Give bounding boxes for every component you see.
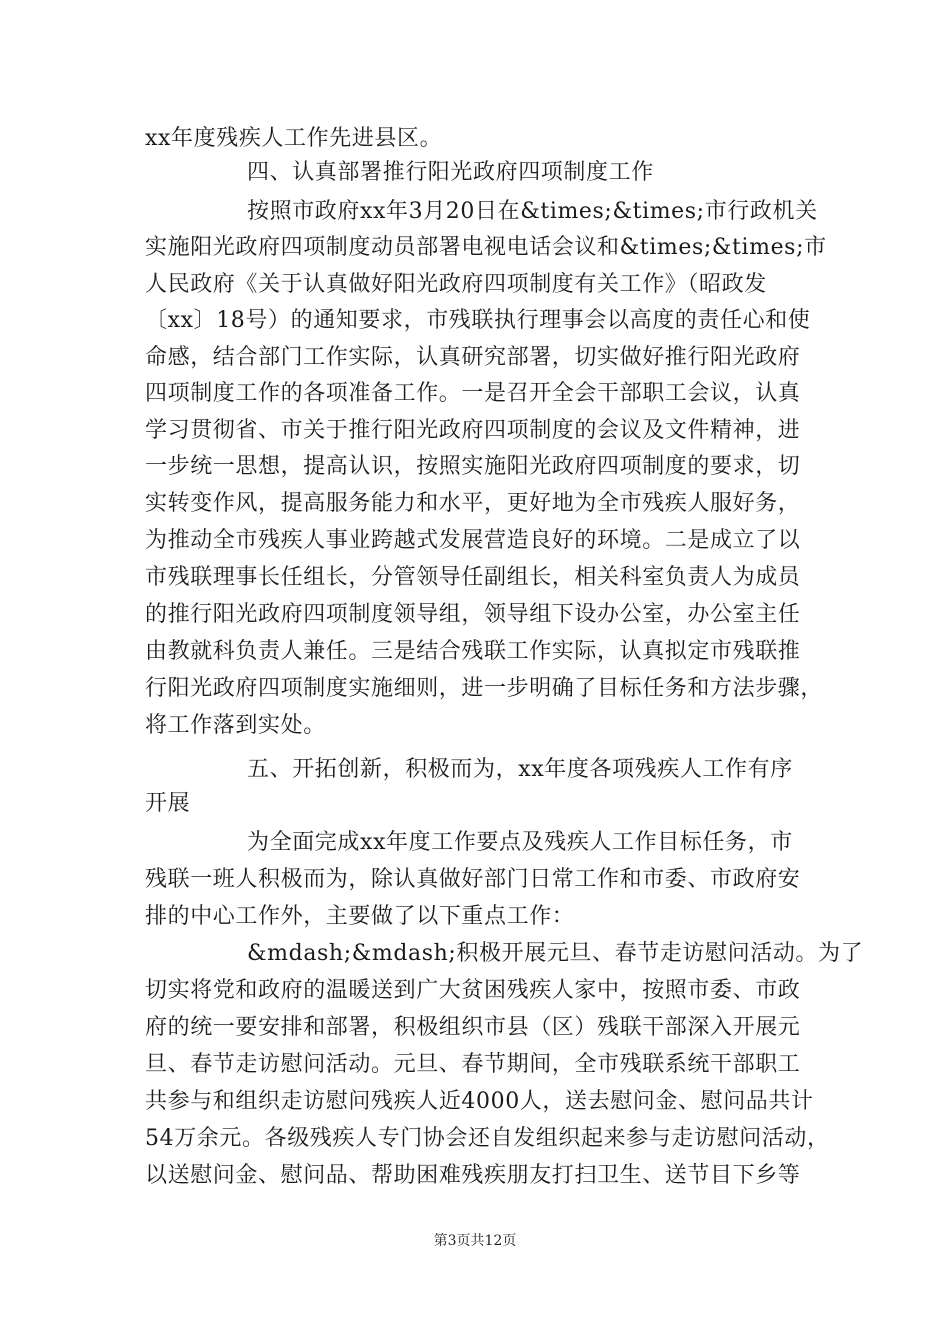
text-line: 的推行阳光政府四项制度领导组，领导组下设办公室，办公室主任 [145, 602, 801, 627]
text-line: 学习贯彻省、市关于推行阳光政府四项制度的会议及文件精神，进 [145, 418, 801, 443]
text-line: 54万余元。各级残疾人专门协会还自发组织起来参与走访慰问活动， [145, 1126, 830, 1151]
text-line: 为推动全市残疾人事业跨越式发展营造良好的环境。二是成立了以 [145, 528, 801, 553]
text-line: 实转变作风，提高服务能力和水平，更好地为全市残疾人服好务， [145, 491, 801, 516]
text-line: 实施阳光政府四项制度动员部署电视电话会议和&times;&times;市 [145, 235, 827, 260]
text-line: 一步统一思想，提高认识，按照实施阳光政府四项制度的要求，切 [145, 454, 801, 479]
text-line: 残联一班人积极而为，除认真做好部门日常工作和市委、市政府安 [145, 867, 801, 892]
page-number: 第3页共12页 [433, 1233, 517, 1249]
section-heading: 四、认真部署推行阳光政府四项制度工作 [247, 160, 654, 185]
text-line: 府的统一要安排和部署，积极组织市县（区）残联干部深入开展元 [145, 1015, 801, 1040]
text-line: 命感，结合部门工作实际，认真研究部署，切实做好推行阳光政府 [145, 345, 801, 370]
text-line: 市残联理事长任组长，分管领导任副组长，相关科室负责人为成员 [145, 565, 801, 590]
text-line: 〔xx〕18号）的通知要求，市残联执行理事会以高度的责任心和使 [145, 308, 811, 333]
section-heading: 五、开拓创新，积极而为，xx年度各项残疾人工作有序 [247, 757, 793, 782]
text-line: 旦、春节走访慰问活动。元旦、春节期间，全市残联系统干部职工 [145, 1052, 801, 1077]
text-line: &mdash;&mdash;积极开展元旦、春节走访慰问活动。为了 [247, 941, 864, 966]
text-line: 由教就科负责人兼任。三是结合残联工作实际，认真拟定市残联推 [145, 639, 801, 664]
text-line: 将工作落到实处。 [145, 713, 326, 738]
text-line: 共参与和组织走访慰问残疾人近4000人，送去慰问金、慰问品共计 [145, 1089, 814, 1114]
text-line: 人民政府《关于认真做好阳光政府四项制度有关工作》（昭政发 [145, 272, 767, 297]
text-line: 四项制度工作的各项准备工作。一是召开全会干部职工会议，认真 [145, 381, 801, 406]
text-line: 按照市政府xx年3月20日在&times;&times;市行政机关 [247, 199, 818, 224]
text-line: 行阳光政府四项制度实施细则，进一步明确了目标任务和方法步骤， [145, 676, 824, 701]
text-line: 为全面完成xx年度工作要点及残疾人工作目标任务，市 [247, 830, 793, 855]
section-heading-cont: 开展 [145, 791, 191, 816]
text-line: xx年度残疾人工作先进县区。 [145, 126, 443, 151]
text-line: 以送慰问金、慰问品、帮助困难残疾朋友打扫卫生、送节目下乡等 [145, 1163, 801, 1188]
text-line: 切实将党和政府的温暖送到广大贫困残疾人家中，按照市委、市政 [145, 978, 801, 1003]
text-line: 排的中心工作外，主要做了以下重点工作： [145, 904, 575, 929]
